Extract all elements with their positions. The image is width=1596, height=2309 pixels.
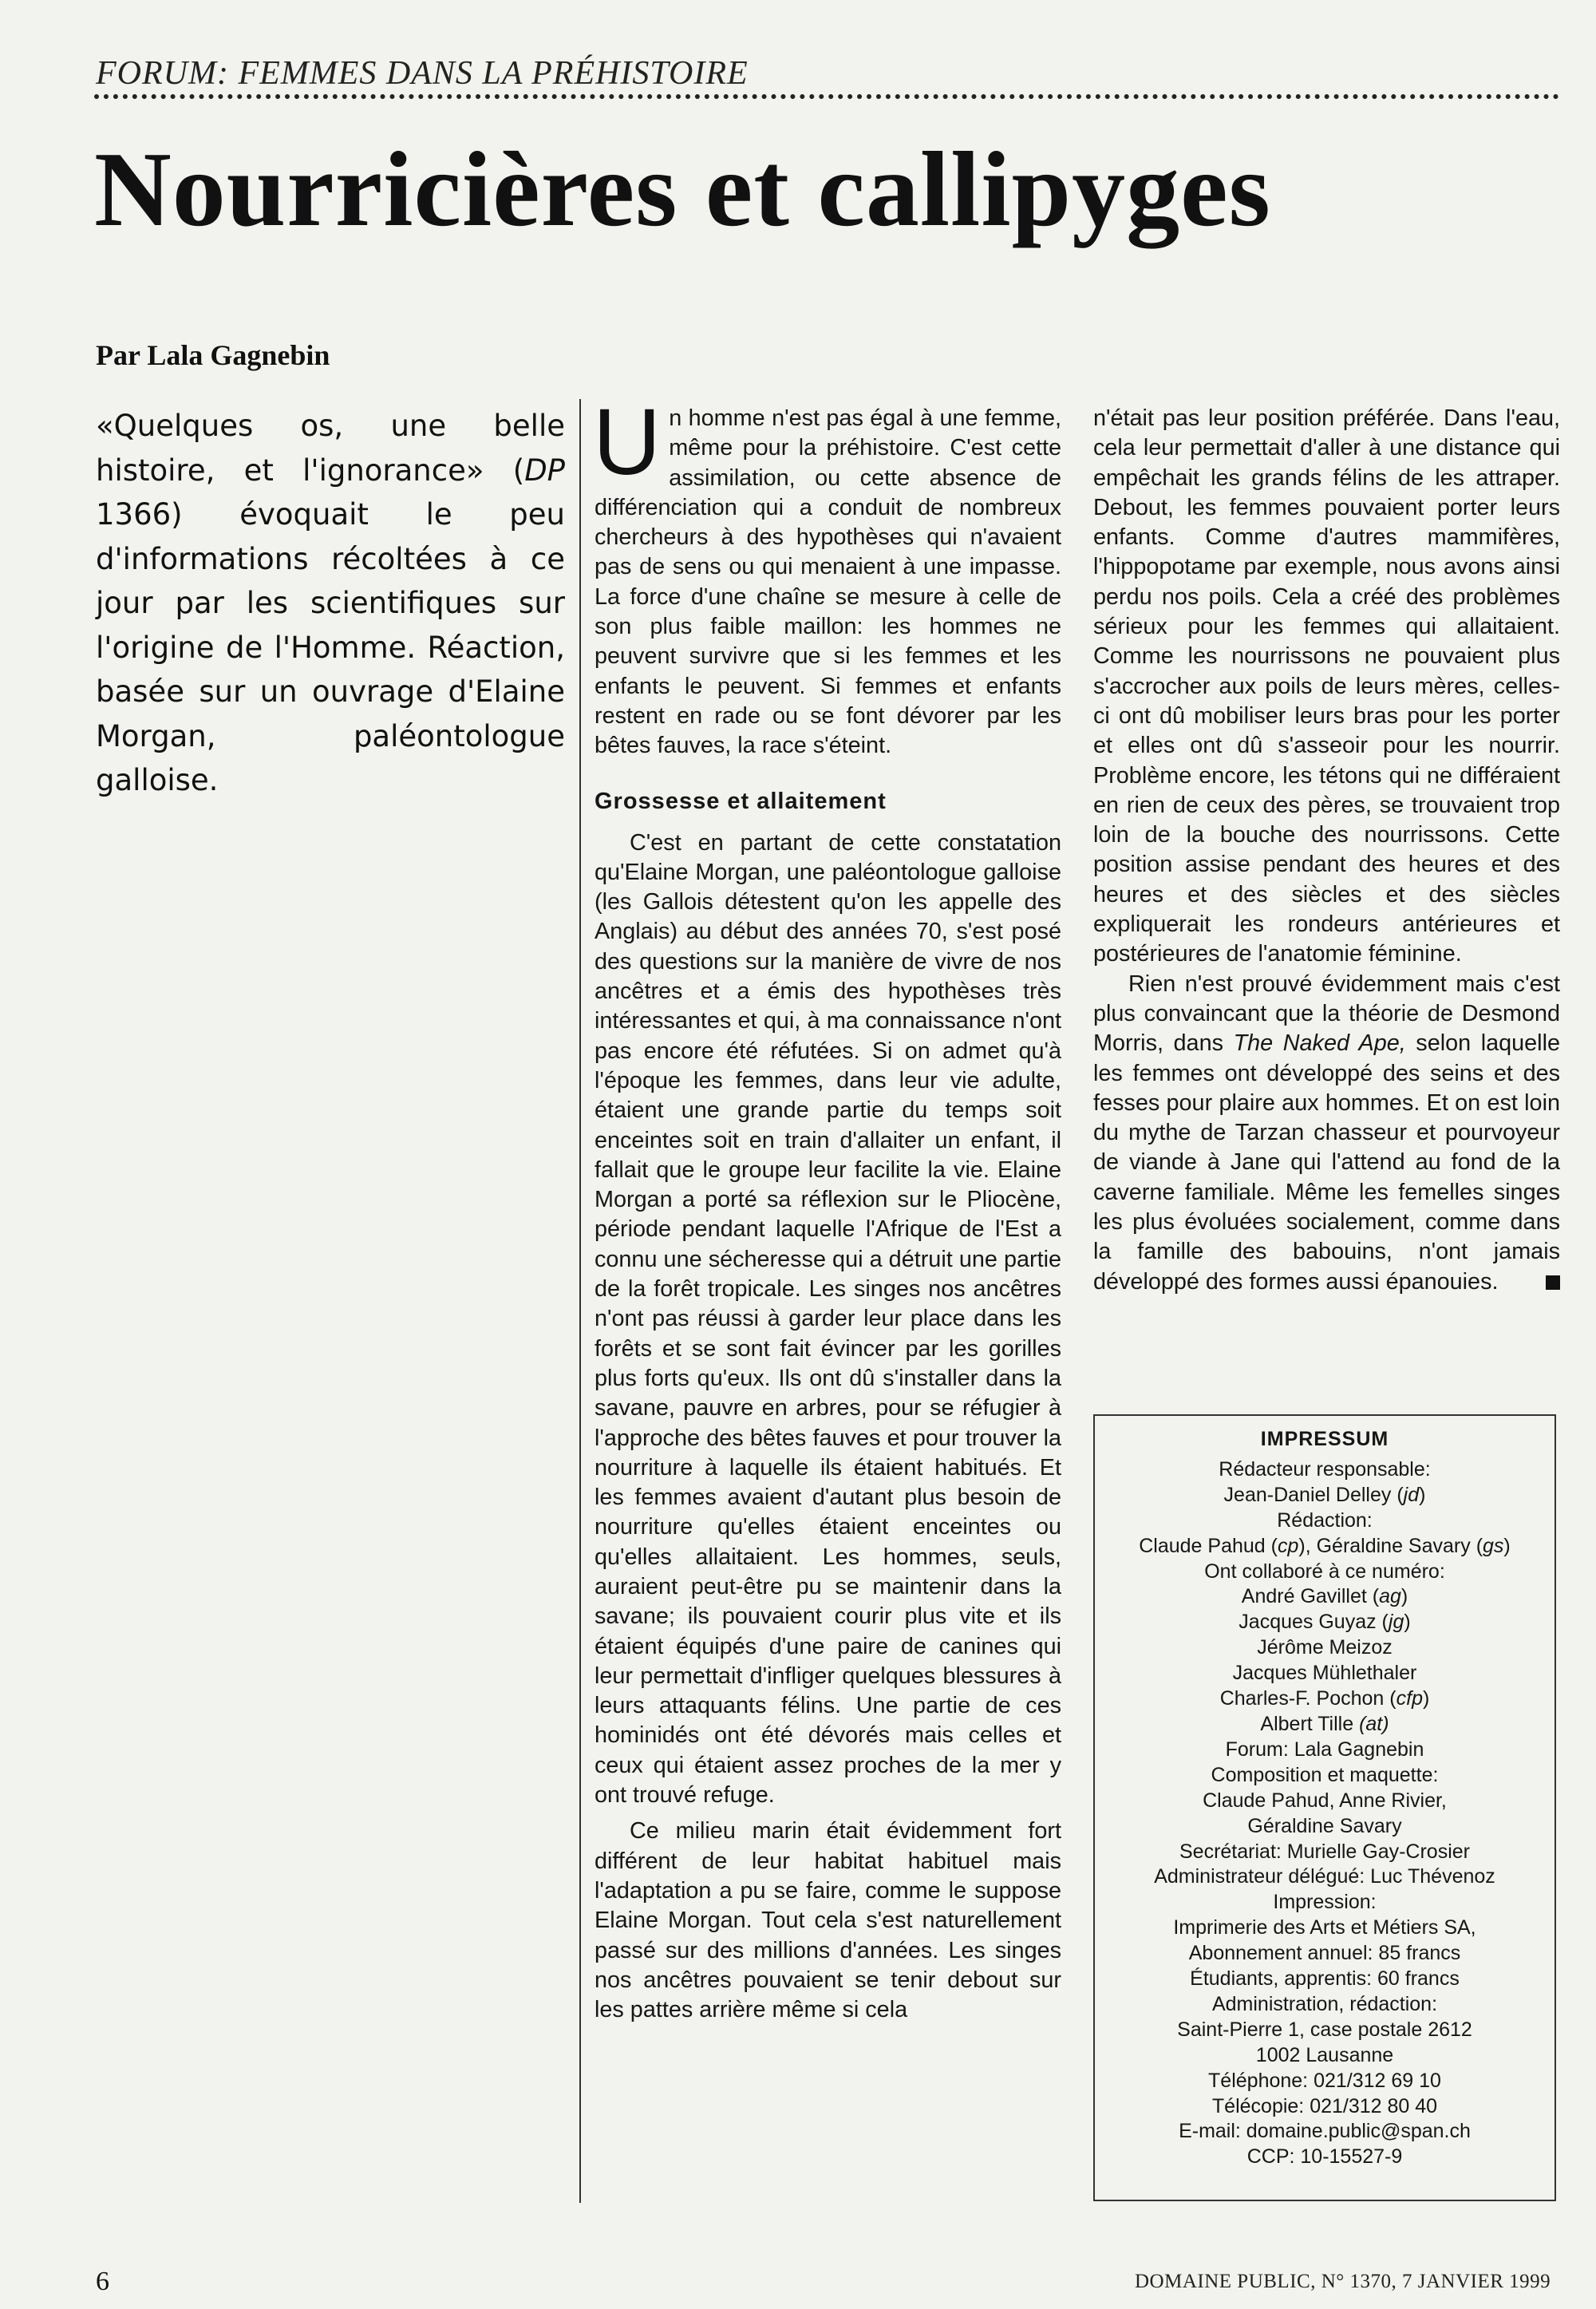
impressum-line: Secrétariat: Murielle Gay-Crosier bbox=[1179, 1840, 1470, 1863]
impressum-line bbox=[1095, 1584, 1555, 1610]
impressum-text: ) bbox=[1400, 1585, 1408, 1608]
paragraph-text: selon laquelle les femmes ont développé des seins et des fesses pour plaire aux hommes. Et on est loin du mythe de Tarzan chasseur et pourvoyeur de viande à Jane qui l'attend au fond de la caverne familiale. Même les femelles singes les plus évoluées socialement, comme dans la famille des babouins, n'ont jamais développé des formes aussi épanouies. bbox=[1093, 1030, 1560, 1295]
impressum-initials: gs bbox=[1483, 1534, 1504, 1557]
impressum-line: Téléphone: 021/312 69 10 bbox=[1208, 2069, 1441, 2092]
impressum-initials: ag bbox=[1379, 1585, 1401, 1608]
impressum-line: Composition et maquette: bbox=[1211, 1763, 1439, 1786]
impressum-initials: (at) bbox=[1359, 1712, 1389, 1735]
impressum-text: ) bbox=[1419, 1483, 1426, 1506]
section-subheading: Grossesse et allaitement bbox=[595, 788, 887, 814]
impressum-line bbox=[1095, 1534, 1555, 1560]
end-of-article-mark bbox=[1546, 1275, 1560, 1290]
article-paragraph: Ce milieu marin était évidemment fort différent de leur habitat habituel mais l'adaptation a pu se faire, comme le suppose Elaine Morgan. Tout cela s'est naturellement passé sur des millions d'années. Les singes nos ancêtres pouvaient se tenir debout sur les pattes arrière même si cela bbox=[595, 1818, 1061, 2023]
dotted-rule bbox=[94, 94, 1559, 99]
impressum-line: Forum: Lala Gagnebin bbox=[1225, 1738, 1424, 1761]
impressum-line: Télécopie: 021/312 80 40 bbox=[1211, 2094, 1438, 2117]
impressum-line bbox=[1095, 1712, 1555, 1738]
impressum-initials: jg bbox=[1388, 1611, 1404, 1634]
article-paragraph bbox=[1093, 970, 1560, 1297]
impressum-text: André Gavillet ( bbox=[1241, 1585, 1380, 1608]
impressum-text: Jean-Daniel Delley ( bbox=[1223, 1483, 1404, 1506]
impressum-line: Saint-Pierre 1, case postale 2612 bbox=[1177, 2018, 1472, 2041]
impressum-line: Impression: bbox=[1273, 1891, 1377, 1914]
impressum-line: Claude Pahud, Anne Rivier, bbox=[1203, 1789, 1447, 1812]
impressum-email: E-mail: domaine.public@span.ch bbox=[1179, 2120, 1471, 2143]
impressum-line bbox=[1095, 1483, 1555, 1508]
impressum-text: Charles-F. Pochon ( bbox=[1219, 1687, 1396, 1710]
impressum-line: Administrateur délégué: Luc Thévenoz bbox=[1154, 1865, 1495, 1888]
drop-cap: U bbox=[593, 389, 662, 495]
impressum-text: ) bbox=[1404, 1611, 1411, 1634]
impressum-line: Étudiants, apprentis: 60 francs bbox=[1190, 1967, 1460, 1991]
impressum-text: ) bbox=[1422, 1687, 1430, 1710]
article-column-2 bbox=[593, 389, 1061, 2025]
impressum-initials: jd bbox=[1403, 1483, 1420, 1506]
impressum-text: ), Géraldine Savary ( bbox=[1298, 1534, 1483, 1557]
impressum-line: Jacques Mühlethaler bbox=[1232, 1662, 1417, 1685]
impressum-line: Géraldine Savary bbox=[1247, 1814, 1402, 1837]
article-column-3 bbox=[1093, 404, 1560, 1297]
impressum-text: Jacques Guyaz ( bbox=[1238, 1611, 1389, 1634]
impressum-line: 1002 Lausanne bbox=[1255, 2043, 1394, 2066]
book-title: The Naked Ape, bbox=[1233, 1030, 1406, 1057]
impressum-line bbox=[1095, 1686, 1555, 1712]
article-title: Nourricières et callipyges bbox=[94, 130, 1271, 248]
impressum-text: ) bbox=[1503, 1534, 1511, 1557]
paragraph-text: n homme n'est pas égal à une femme, même pour la préhistoire. C'est cette assimilation, ou cette absence de différenciation qui a conduit de nombreux chercheurs à des hypothèses qui n'avaient pas de sens ou qui menaient à une impasse. La force d'une chaîne se mesure à celle de son plus faible maillon: les hommes ne peuvent survivre que si les femmes et les enfants le peuvent. Si femmes et enfants restent en rade ou se font dévorer par les bêtes fauves, la race s'éteint. bbox=[595, 405, 1061, 759]
impressum-line: Abonnement annuel: 85 francs bbox=[1188, 1942, 1461, 1965]
byline: Par Lala Gagnebin bbox=[96, 339, 330, 371]
impressum-box bbox=[1093, 1414, 1556, 2201]
lead-text-1: «Quelques os, une belle histoire, et l'ignorance» ( bbox=[96, 409, 565, 488]
impressum-title: IMPRESSUM bbox=[1260, 1428, 1389, 1450]
lead-reference: DP bbox=[524, 453, 565, 488]
publication-footer: DOMAINE PUBLIC, N° 1370, 7 JANVIER 1999 bbox=[1135, 2271, 1551, 2292]
column-rule bbox=[579, 399, 581, 2203]
lead-text-2: 1366) évoquait le peu d'informations récoltées à ce jour par les scientifiques sur l'origine de l'Homme. Réaction, basée sur un ouvrage d'Elaine Morgan, paléontologue galloise. bbox=[96, 497, 565, 797]
impressum-line: Rédaction: bbox=[1277, 1508, 1373, 1532]
article-paragraph bbox=[593, 389, 1061, 761]
paragraph-text: Rien n'est prouvé évidemment mais c'est plus convaincant que la théorie de Desmond Morris, dans bbox=[1093, 971, 1560, 1057]
impressum-line: CCP: 10-15527-9 bbox=[1246, 2145, 1403, 2169]
article-paragraph: C'est en partant de cette constatation qu'Elaine Morgan, une paléontologue galloise (les Gallois détestent qu'on les appelle des Anglais) au début des années 70, s'est posé des questions sur la manière de vivre de nos ancêtres et a émis des hypothèses très intéressantes et qui, à ma connaissance n'ont pas encore été réfutées. Si on admet qu'à l'époque les femmes, dans leur vie adulte, étaient une grande partie du temps soit enceintes soit en train d'allaiter un enfant, il fallait que le groupe leur facilite la vie. Elaine Morgan a porté sa réflexion sur le Pliocène, période pendant laquelle l'Afrique de l'Est a connu une sécheresse qui a détruit une partie de la forêt tropicale. Les singes nos ancêtres n'ont pas réussi à garder leur place dans les forêts et se sont fait évincer par les gorilles plus forts qu'eux. Ils ont dû s'installer dans la savane, pauvre en arbres, pour se réfugier à l'approche des bêtes fauves et pour trouver la nourriture à laquelle ils étaient habitués. Et les femmes avaient d'autant plus besoin de nourriture qu'elles étaient enceintes ou qu'elles allaitaient. Les hommes, seuls, auraient peut-être pu se maintenir dans la savane; ils pouvaient courir plus vite et ils étaient équipés d'une paire de canines qui leur permettait d'infliger quelques blessures à leurs attaquants félins. Une partie de ces hominidés ont été dévorés mais celles et ceux qui étaient assez proches de la mer y ont trouvé refuge. bbox=[595, 829, 1061, 1809]
impressum-line: Ont collaboré à ce numéro: bbox=[1204, 1560, 1445, 1583]
section-rubric: FORUM: FEMMES DANS LA PRÉHISTOIRE bbox=[96, 55, 749, 92]
impressum-initials: cfp bbox=[1396, 1687, 1423, 1710]
impressum-line: Imprimerie des Arts et Métiers SA, bbox=[1173, 1916, 1476, 1939]
impressum-line: Administration, rédaction: bbox=[1211, 1992, 1438, 2015]
impressum-text: Albert Tille bbox=[1260, 1712, 1360, 1735]
page-number: 6 bbox=[96, 2267, 109, 2296]
impressum-line: Rédacteur responsable: bbox=[1219, 1457, 1431, 1481]
article-paragraph: n'était pas leur position préférée. Dans l'eau, cela leur permettait d'aller à une distance qui empêchait les grands félins de les attraper. Debout, les femmes pouvaient porter leurs enfants. Comme d'autres mammifères, l'hippopotame par exemple, nous avons ainsi perdu nos poils. Cela a créé des problèmes sérieux pour les femmes qui allaitaient. Comme les nourrissons ne pouvaient plus s'accrocher aux poils de leurs mères, celles-ci ont dû mobiliser leurs bras pour les porter et elles ont dû s'asseoir pour les nourrir. Problème encore, les tétons qui ne différaient en rien de ceux des pères, se trouvaient trop loin de la bouche des nourrissons. Cette position assise pendant des heures et des heures et des siècles et des siècles expliquerait les rondeurs antérieures et postérieures de l'anatomie féminine. bbox=[1093, 405, 1560, 967]
impressum-text: Claude Pahud ( bbox=[1139, 1534, 1278, 1557]
impressum-line: Jérôme Meizoz bbox=[1257, 1636, 1393, 1659]
lead-paragraph bbox=[96, 404, 565, 803]
impressum-initials: cp bbox=[1277, 1534, 1299, 1557]
impressum-line bbox=[1095, 1610, 1555, 1635]
